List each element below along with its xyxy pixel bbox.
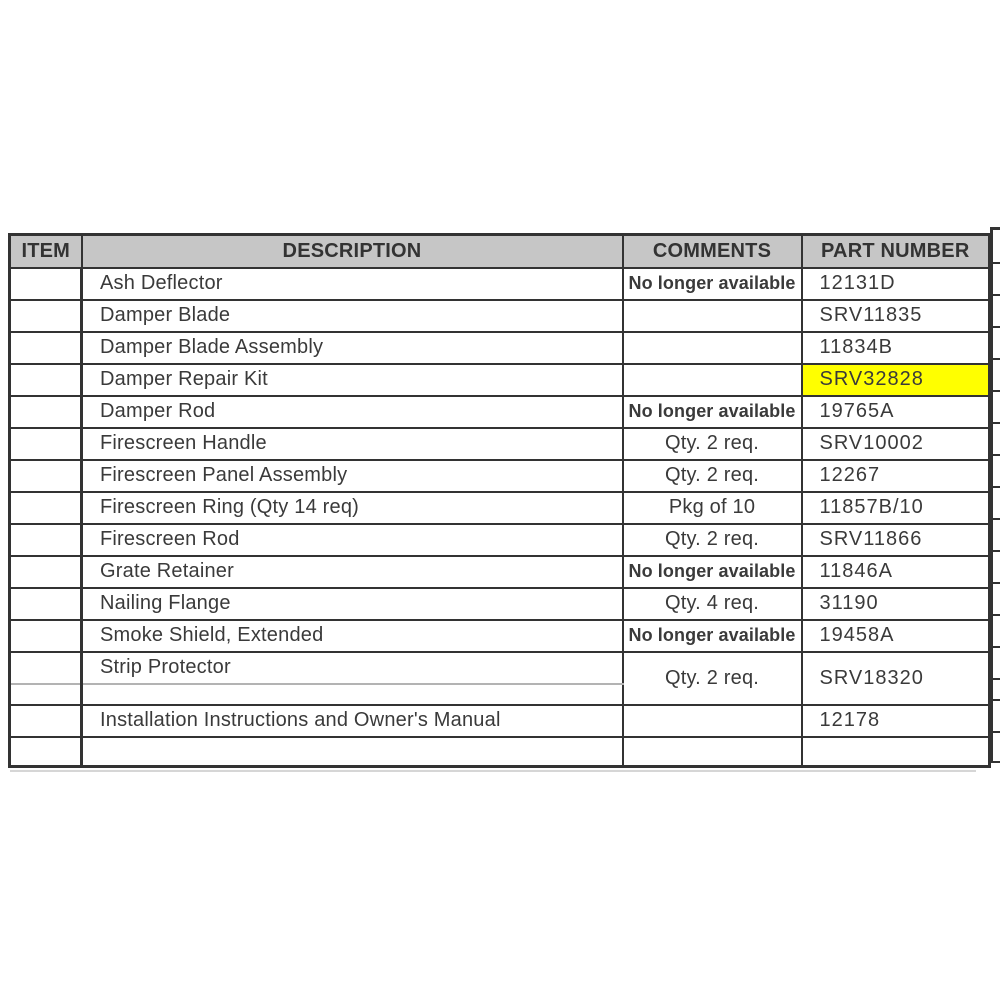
item-cell <box>10 588 82 620</box>
item-cell <box>10 300 82 332</box>
description-cell: Damper Blade Assembly <box>82 332 623 364</box>
table-row <box>10 268 990 300</box>
cropped-column-row-line <box>993 680 1000 701</box>
comments-cell <box>623 364 802 396</box>
item-cell <box>10 492 82 524</box>
description-cell: Firescreen Ring (Qty 14 req) <box>82 492 623 524</box>
item-cell <box>10 652 82 684</box>
comments-cell: Pkg of 10 <box>623 492 802 524</box>
item-cell <box>10 556 82 588</box>
item-cell <box>10 460 82 492</box>
cropped-next-column <box>990 227 1000 763</box>
description-cell: Firescreen Panel Assembly <box>82 460 623 492</box>
parts-table-body <box>10 268 990 767</box>
table-row <box>10 620 990 652</box>
part-number-cell: 19765A <box>802 396 990 428</box>
table-row <box>10 652 990 684</box>
table-row <box>10 428 990 460</box>
part-number-cell: SRV11835 <box>802 300 990 332</box>
comments-cell: Qty. 2 req. <box>623 524 802 556</box>
part-number-cell: 11834B <box>802 332 990 364</box>
item-cell <box>10 332 82 364</box>
description-cell: Damper Blade <box>82 300 623 332</box>
table-header-row <box>10 235 990 268</box>
table-row <box>10 705 990 737</box>
description-cell: Nailing Flange <box>82 588 623 620</box>
cropped-column-row-line <box>993 328 1000 360</box>
description-cell: Installation Instructions and Owner's Manual <box>82 705 623 737</box>
cropped-column-row-line <box>993 296 1000 328</box>
part-number-cell: 12178 <box>802 705 990 737</box>
table-row <box>10 492 990 524</box>
highlighted-part-number-cell: SRV32828 <box>802 364 990 396</box>
comments-cell: Qty. 2 req. <box>623 460 802 492</box>
cropped-column-row-line <box>993 360 1000 392</box>
item-cell <box>10 620 82 652</box>
comments-cell <box>623 705 802 737</box>
description-cell: Ash Deflector <box>82 268 623 300</box>
description-cell: Smoke Shield, Extended <box>82 620 623 652</box>
column-header-comments: COMMENTS <box>623 235 802 268</box>
cropped-column-row-line <box>993 584 1000 616</box>
column-header-description: DESCRIPTION <box>82 235 623 268</box>
table-bottom-shadow <box>10 770 976 772</box>
comments-cell <box>623 300 802 332</box>
table-row <box>10 588 990 620</box>
cropped-column-row-line <box>993 488 1000 520</box>
item-cell <box>10 524 82 556</box>
part-number-cell: 11857B/10 <box>802 492 990 524</box>
description-cell <box>82 737 623 767</box>
table-row <box>10 460 990 492</box>
part-number-cell: 19458A <box>802 620 990 652</box>
part-number-cell: SRV10002 <box>802 428 990 460</box>
cropped-column-row-line <box>993 456 1000 488</box>
description-cell: Firescreen Handle <box>82 428 623 460</box>
table-row <box>10 556 990 588</box>
comments-cell: No longer available <box>623 268 802 300</box>
cropped-column-row-line <box>993 616 1000 648</box>
cropped-column-row-line <box>993 733 1000 763</box>
cropped-column-row-line <box>993 520 1000 552</box>
table-row <box>10 300 990 332</box>
cropped-column-row-line <box>993 424 1000 456</box>
item-cell <box>10 428 82 460</box>
table-row <box>10 524 990 556</box>
item-cell <box>10 364 82 396</box>
cropped-column-row-line <box>993 648 1000 680</box>
cropped-column-row-line <box>993 230 1000 264</box>
part-number-cell: SRV11866 <box>802 524 990 556</box>
cropped-column-row-line <box>993 701 1000 733</box>
cropped-column-row-line <box>993 552 1000 584</box>
comments-cell: No longer available <box>623 620 802 652</box>
description-cell: Damper Rod <box>82 396 623 428</box>
item-cell <box>10 268 82 300</box>
comments-cell: Qty. 2 req. <box>623 652 802 705</box>
description-cell <box>82 684 623 705</box>
comments-cell <box>623 332 802 364</box>
cropped-column-row-line <box>993 264 1000 296</box>
table-row <box>10 332 990 364</box>
column-header-item: ITEM <box>10 235 82 268</box>
item-cell <box>10 396 82 428</box>
description-cell: Strip Protector <box>82 652 623 684</box>
table-row <box>10 364 990 396</box>
comments-cell: No longer available <box>623 396 802 428</box>
part-number-cell: 11846A <box>802 556 990 588</box>
description-cell: Firescreen Rod <box>82 524 623 556</box>
part-number-cell: 31190 <box>802 588 990 620</box>
part-number-cell: SRV18320 <box>802 652 990 705</box>
description-cell: Damper Repair Kit <box>82 364 623 396</box>
part-number-cell: 12131D <box>802 268 990 300</box>
comments-cell: No longer available <box>623 556 802 588</box>
cropped-column-row-line <box>993 392 1000 424</box>
comments-cell: Qty. 4 req. <box>623 588 802 620</box>
item-cell <box>10 737 82 767</box>
item-cell <box>10 705 82 737</box>
column-header-part-number: PART NUMBER <box>802 235 990 268</box>
description-cell: Grate Retainer <box>82 556 623 588</box>
table-row <box>10 737 990 767</box>
comments-cell: Qty. 2 req. <box>623 428 802 460</box>
table-row <box>10 396 990 428</box>
part-number-cell <box>802 737 990 767</box>
comments-cell <box>623 737 802 767</box>
item-cell <box>10 684 82 705</box>
part-number-cell: 12267 <box>802 460 990 492</box>
parts-table <box>8 233 991 768</box>
